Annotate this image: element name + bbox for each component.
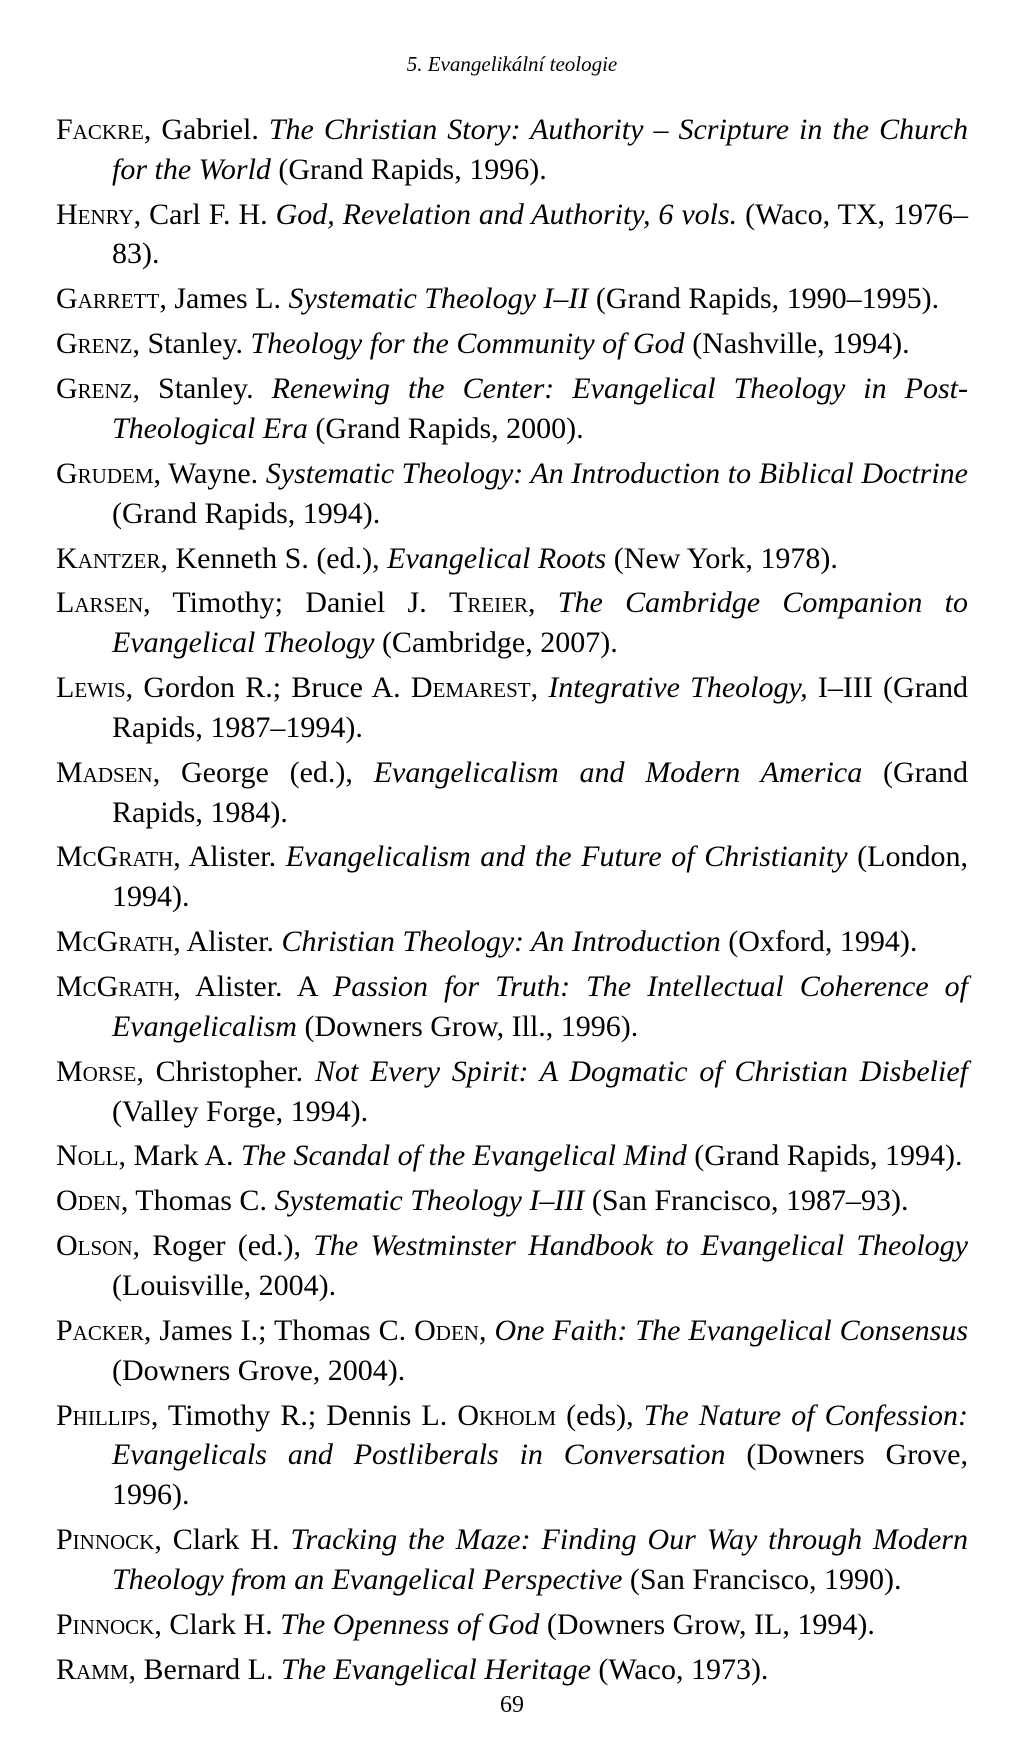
coauthor-separator: (eds), bbox=[556, 1398, 644, 1432]
publication-info: (Valley Forge, 1994). bbox=[112, 1094, 369, 1128]
work-title: Christian Theology: An Introduction bbox=[281, 925, 721, 959]
publication-info: (San Francisco, 1990). bbox=[622, 1562, 902, 1596]
bibliography-entry bbox=[56, 583, 968, 663]
author-surname: Lewis bbox=[56, 671, 126, 705]
bibliography-entry bbox=[56, 1650, 968, 1690]
work-title: The Christian Story: Authority – Scripture in the Church for the World bbox=[112, 113, 968, 186]
publication-info: (London, 1994). bbox=[112, 840, 968, 914]
work-title: Not Every Spirit: A Dogmatic of Christian Disbelief bbox=[314, 1054, 968, 1088]
author-surname: Pinnock bbox=[56, 1607, 155, 1641]
work-title: Systematic Theology: An Introduction to Biblical Doctrine bbox=[265, 456, 968, 490]
coauthor-surname: Treier bbox=[449, 586, 529, 620]
author-details: , Timothy R.; Dennis L. bbox=[150, 1398, 458, 1432]
bibliography-entry bbox=[56, 1052, 968, 1132]
author-details: , Alister. bbox=[173, 840, 286, 874]
author-surname: Olson bbox=[56, 1229, 133, 1263]
author-surname: Grudem bbox=[56, 456, 154, 490]
publication-info: (San Francisco, 1987–93). bbox=[584, 1184, 909, 1218]
author-details: , James L. bbox=[159, 282, 289, 316]
work-title: The Westminster Handbook to Evangelical Theology bbox=[313, 1229, 968, 1263]
publication-info: (Downers Grow, IL, 1994). bbox=[539, 1607, 875, 1641]
author-details: , Wayne. bbox=[153, 456, 266, 490]
bibliography-entry bbox=[56, 279, 968, 319]
author-details: , Roger (ed.), bbox=[132, 1229, 314, 1263]
author-details: , George (ed.), bbox=[152, 755, 374, 789]
author-surname: Oden bbox=[56, 1184, 121, 1218]
author-surname: Larsen bbox=[56, 586, 144, 620]
work-title: Systematic Theology I–II bbox=[288, 282, 589, 316]
bibliography-entry bbox=[56, 110, 968, 190]
bibliography-entry bbox=[56, 1396, 968, 1515]
publication-info: (Grand Rapids, 1994). bbox=[686, 1139, 963, 1173]
author-surname: Garrett bbox=[56, 282, 160, 316]
publication-info: (Cambridge, 2007). bbox=[374, 626, 618, 660]
author-surname: Packer bbox=[56, 1313, 144, 1347]
coauthor-surname: Demarest bbox=[410, 671, 531, 705]
author-details: , Christopher. bbox=[136, 1054, 315, 1088]
bibliography-entry bbox=[56, 539, 968, 579]
author-surname: Ramm bbox=[56, 1652, 129, 1686]
book-page bbox=[56, 0, 968, 1753]
author-surname: Morse bbox=[56, 1054, 137, 1088]
work-title: The Evangelical Heritage bbox=[280, 1652, 591, 1686]
author-surname: McGrath bbox=[56, 970, 174, 1004]
page-number: 69 bbox=[500, 1692, 524, 1718]
publication-info: (Oxford, 1994). bbox=[720, 925, 918, 959]
publication-info: (Grand Rapids, 1984). bbox=[112, 755, 968, 829]
bibliography-entry bbox=[56, 967, 968, 1047]
author-details: , Gabriel. bbox=[143, 113, 269, 146]
publication-info: (Grand Rapids, 2000). bbox=[307, 411, 584, 445]
author-surname: Grenz bbox=[56, 327, 133, 361]
publication-info: (Waco, TX, 1976–83). bbox=[112, 197, 969, 271]
author-surname: McGrath bbox=[56, 840, 174, 874]
author-surname: Noll bbox=[56, 1139, 119, 1173]
publication-info: I–III (Grand Rapids, 1987–1994). bbox=[112, 671, 969, 744]
author-details: , Clark H. bbox=[154, 1607, 281, 1641]
work-title: The Openness of God bbox=[280, 1607, 540, 1641]
author-surname: McGrath bbox=[56, 925, 174, 959]
work-title: The Scandal of the Evangelical Mind bbox=[241, 1139, 687, 1173]
author-surname: Madsen bbox=[56, 755, 153, 789]
publication-info: (Waco, 1973). bbox=[590, 1652, 769, 1686]
bibliography-entry bbox=[56, 1605, 968, 1645]
author-details: , Alister. bbox=[173, 925, 282, 959]
author-surname: Pinnock bbox=[56, 1523, 155, 1557]
coauthor-separator: , bbox=[528, 586, 558, 620]
author-details: , James I.; Thomas C. bbox=[143, 1313, 415, 1347]
work-title: Systematic Theology I–III bbox=[274, 1184, 585, 1218]
author-details: , Kenneth S. (ed.), bbox=[160, 541, 388, 575]
bibliography-entry bbox=[56, 454, 968, 534]
bibliography-entry bbox=[56, 753, 968, 833]
bibliography-entry bbox=[56, 1136, 968, 1176]
publication-info: (Downers Grove, 1996). bbox=[112, 1438, 968, 1512]
publication-info: (Nashville, 1994). bbox=[684, 327, 910, 361]
publication-info: (Grand Rapids, 1990–1995). bbox=[588, 282, 940, 316]
bibliography-list bbox=[56, 110, 968, 1695]
author-details: , Carl F. H. bbox=[133, 197, 276, 231]
author-details: , Mark A. bbox=[118, 1139, 241, 1173]
work-title: The Cambridge Companion to Evangelical Theology bbox=[112, 586, 968, 660]
publication-info: (Grand Rapids, 1996). bbox=[270, 152, 547, 186]
coauthor-separator: , bbox=[478, 1313, 495, 1347]
author-details: , Clark H. bbox=[154, 1523, 291, 1557]
work-title: God, Revelation and Authority, 6 vols. bbox=[275, 197, 738, 231]
work-title: Theology for the Community of God bbox=[250, 327, 685, 361]
publication-info: (New York, 1978). bbox=[606, 541, 838, 575]
publication-info: (Downers Grove, 2004). bbox=[112, 1353, 406, 1387]
bibliography-entry bbox=[56, 837, 968, 917]
work-title: One Faith: The Evangelical Consensus bbox=[494, 1313, 969, 1347]
work-title: Tracking the Maze: Finding Our Way through Modern Theology from an Evangelical Perspective bbox=[112, 1523, 968, 1596]
author-surname: Kantzer bbox=[56, 541, 161, 575]
author-details: , Thomas C. bbox=[120, 1184, 275, 1218]
work-title: Integrative Theology, bbox=[548, 671, 808, 705]
publication-info: (Downers Grow, Ill., 1996). bbox=[296, 1009, 639, 1043]
coauthor-surname: Okholm bbox=[457, 1398, 557, 1432]
author-details: , Alister. A bbox=[173, 970, 333, 1004]
work-title: Passion for Truth: The Intellectual Coherence of Evangelicalism bbox=[112, 970, 968, 1043]
work-title: Evangelicalism and the Future of Christianity bbox=[285, 840, 848, 874]
author-surname: Fackre bbox=[56, 113, 144, 146]
bibliography-entry bbox=[56, 922, 968, 962]
bibliography-entry bbox=[56, 324, 968, 364]
author-details: , Stanley. bbox=[132, 372, 272, 406]
work-title: Renewing the Center: Evangelical Theology in Post-Theological Era bbox=[112, 372, 968, 445]
bibliography-entry bbox=[56, 369, 968, 449]
bibliography-entry bbox=[56, 668, 968, 748]
coauthor-separator: , bbox=[530, 671, 549, 705]
coauthor-surname: Oden bbox=[414, 1313, 479, 1347]
bibliography-entry bbox=[56, 195, 968, 275]
running-head: 5. Evangelikální teologie bbox=[406, 52, 618, 76]
work-title: Evangelicalism and Modern America bbox=[373, 755, 863, 789]
work-title: Evangelical Roots bbox=[387, 541, 607, 575]
bibliography-entry bbox=[56, 1520, 968, 1600]
author-details: , Stanley. bbox=[132, 327, 251, 361]
author-details: , Bernard L. bbox=[128, 1652, 281, 1686]
author-surname: Henry bbox=[56, 197, 134, 231]
publication-info: (Louisville, 2004). bbox=[112, 1269, 337, 1303]
author-details: , Gordon R.; Bruce A. bbox=[125, 671, 411, 705]
work-title: The Nature of Confession: Evangelicals and Postliberals in Conversation bbox=[112, 1398, 968, 1472]
author-surname: Grenz bbox=[56, 372, 133, 406]
publication-info: (Grand Rapids, 1994). bbox=[112, 496, 381, 530]
author-details: , Timothy; Daniel J. bbox=[143, 586, 450, 620]
bibliography-entry bbox=[56, 1311, 968, 1391]
bibliography-entry bbox=[56, 1226, 968, 1306]
author-surname: Phillips bbox=[56, 1398, 151, 1432]
bibliography-entry bbox=[56, 1181, 968, 1221]
